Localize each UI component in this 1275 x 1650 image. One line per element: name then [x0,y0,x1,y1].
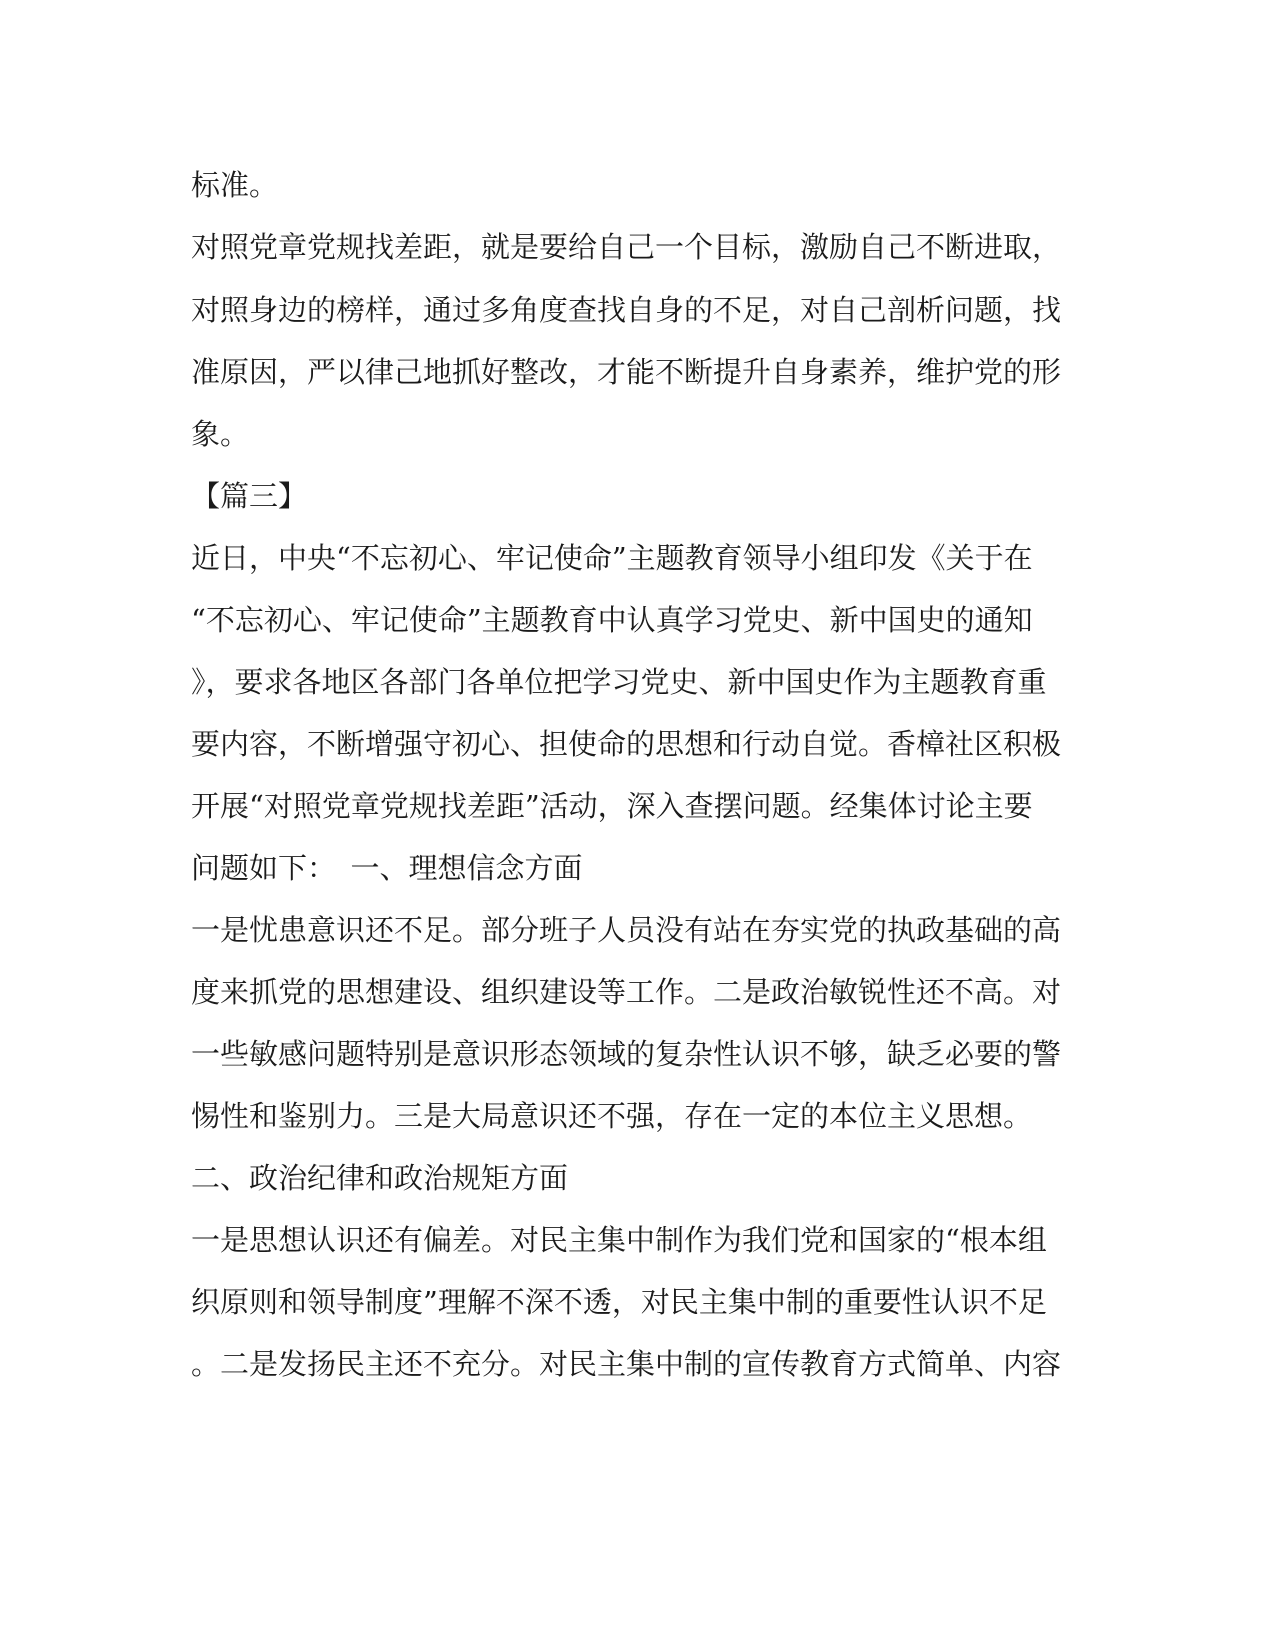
section-heading: 【篇三】 [191,479,308,513]
text-line: 准原因，严以律己地抓好整改，才能不断提升自身素养，维护党的形 [191,355,1062,389]
text-line: 惕性和鉴别力。三是大局意识还不强，存在一定的本位主义思想。 [191,1099,1033,1133]
text-line: 开展“对照党章党规找差距”活动，深入查摆问题。经集体讨论主要 [191,789,1033,823]
text-line: 度来抓党的思想建设、组织建设等工作。二是政治敏锐性还不高。对 [191,975,1062,1009]
text-line: 标准。 [191,168,279,202]
text-line: 问题如下： 一、理想信念方面 [191,851,583,885]
text-line: 象。 [191,417,250,451]
text-line: 一是忧患意识还不足。部分班子人员没有站在夯实党的执政基础的高 [191,913,1062,947]
text-line: 一些敏感问题特别是意识形态领域的复杂性认识不够，缺乏必要的警 [191,1037,1062,1071]
text-line: 》，要求各地区各部门各单位把学习党史、新中国史作为主题教育重 [191,665,1047,699]
text-line: 织原则和领导制度”理解不深不透，对民主集中制的重要性认识不足 [191,1285,1047,1319]
text-line: 要内容，不断增强守初心、担使命的思想和行动自觉。香樟社区积极 [191,727,1062,761]
text-line: 。二是发扬民主还不充分。对民主集中制的宣传教育方式简单、内容 [191,1347,1062,1381]
text-line: 对照党章党规找差距，就是要给自己一个目标，激励自己不断进取， [191,230,1062,264]
subsection-heading: 二、政治纪律和政治规矩方面 [191,1161,569,1195]
text-line: 近日，中央“不忘初心、牢记使命”主题教育领导小组印发《关于在 [191,541,1033,575]
text-line: 一是思想认识还有偏差。对民主集中制作为我们党和国家的“根本组 [191,1223,1047,1257]
text-line: 对照身边的榜样，通过多角度查找自身的不足，对自己剖析问题，找 [191,293,1062,327]
text-line: “不忘初心、牢记使命”主题教育中认真学习党史、新中国史的通知 [191,603,1033,637]
